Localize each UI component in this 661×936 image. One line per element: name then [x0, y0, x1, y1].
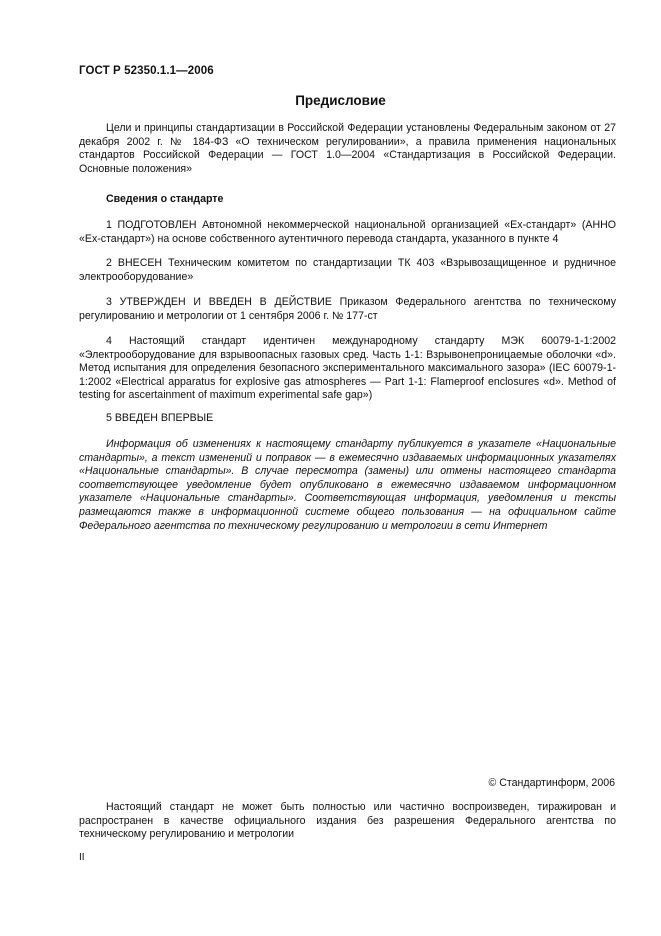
item-1-paragraph: 1 ПОДГОТОВЛЕН Автономной некоммерческой национальной организацией «Ex-стандарт» (АННО «Ex-стандарт») на основе собственного аутентичного перевода стандарта, указанного в пункте 4: [79, 219, 616, 245]
item-4-paragraph: 4 Настоящий стандарт идентичен международному стандарту МЭК 60079-1-1:2002 «Электрооборудование для взрывоопасных газовых сред. Часть 1-1: Взрывонепроницаемые оболочки «d». Метод испытания для определения безопасного экспериментального максимального зазора» (IEC 60079-1-1:2002 «Electrical apparatus for explosive gas atmospheres — Part 1-1: Flameproof enclosures «d». Method of testing for ascertainment of maximum experimental safe gap»): [79, 335, 616, 402]
page-title: Предисловие: [295, 93, 386, 108]
reproduction-notice: Настоящий стандарт не может быть полностью или частично воспроизведен, тиражирован и распространен в качестве официального издания без разрешения Федерального агентства по техническому регулированию и метрологии: [79, 801, 616, 841]
item-5-paragraph: 5 ВВЕДЕН ВПЕРВЫЕ: [106, 412, 214, 424]
info-note-paragraph: Информация об изменениях к настоящему стандарту публикуется в указателе «Национальные стандарты», а текст изменений и поправок — в ежемесячно издаваемых информационных указателях «Национальные стандарты». В случае пересмотра (замены) или отмены настоящего стандарта соответствующее уведомление будет опубликовано в ежемесячно издаваемом информационном указателе «Национальные стандарты». Соответствующая информация, уведомления и тексты размещаются также в информационной системе общего пользования — на официальном сайте Федерального агентства по техническому регулированию и метрологии в сети Интернет: [79, 438, 616, 532]
item-2-paragraph: 2 ВНЕСЕН Техническим комитетом по стандартизации ТК 403 «Взрывозащищенное и рудничное электрооборудование»: [79, 257, 616, 283]
intro-paragraph: Цели и принципы стандартизации в Российской Федерации установлены Федеральным законом от 27 декабря 2002 г. № 184-ФЗ «О техническом регулировании», а правила применения национальных стандартов Российской Федерации — ГОСТ 1.0—2004 «Стандартизация в Российской Федерации. Основные положения»: [79, 122, 616, 175]
page-number: II: [79, 852, 85, 863]
section-heading: Сведения о стандарте: [106, 193, 224, 205]
copyright-line: © Стандартинформ, 2006: [488, 777, 615, 789]
document-header-code: ГОСТ Р 52350.1.1—2006: [79, 65, 214, 77]
item-3-paragraph: 3 УТВЕРЖДЕН И ВВЕДЕН В ДЕЙСТВИЕ Приказом Федерального агентства по техническому регулированию и метрологии от 1 сентября 2006 г. № 177-ст: [79, 296, 616, 322]
